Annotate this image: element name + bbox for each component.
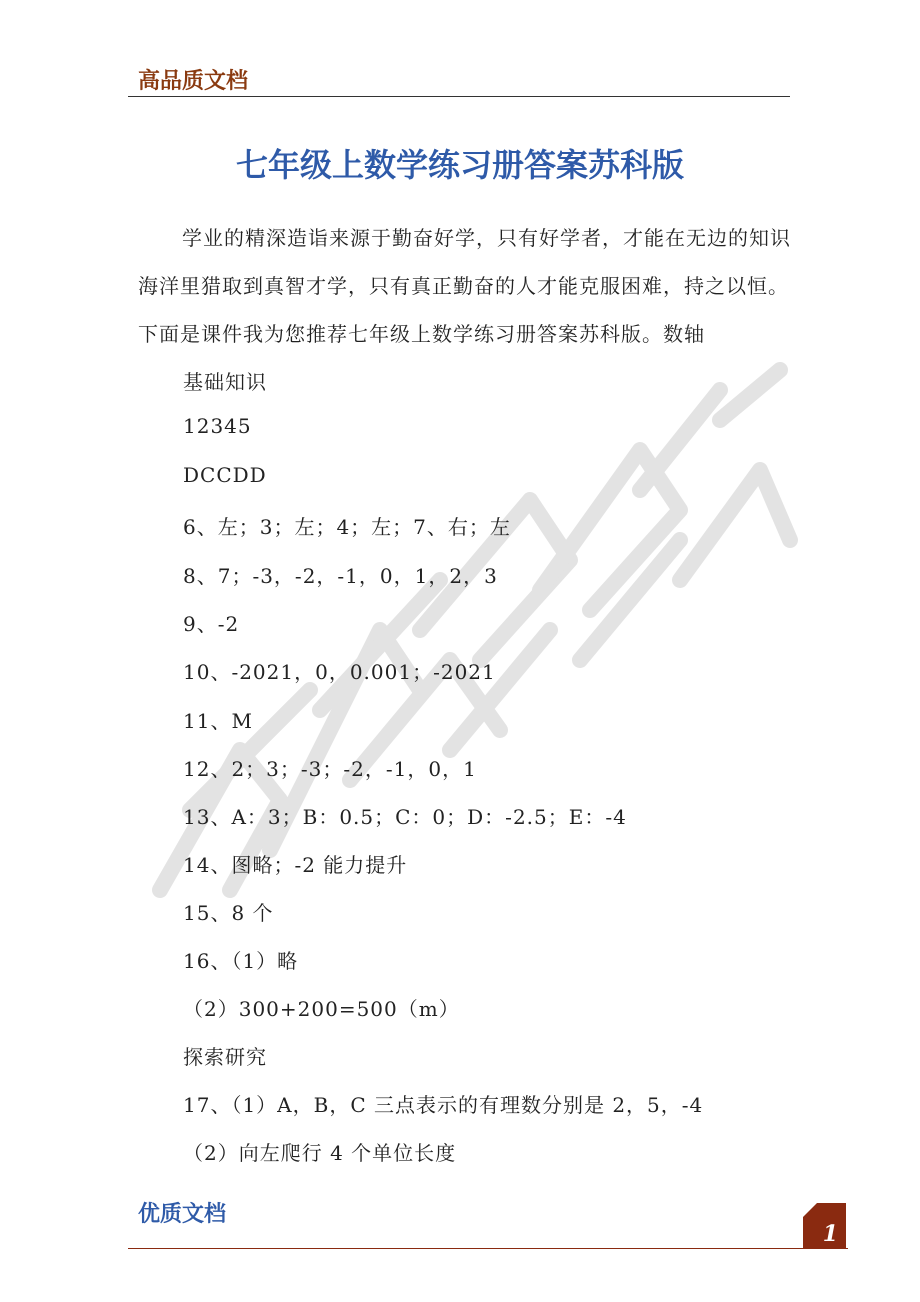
footer-label: 优质文档 [138,1202,227,1227]
document-title: 七年级上数学练习册答案苏科版 [235,146,684,184]
text-line: 12345 [183,414,252,438]
text-line: （2）向左爬行 4 个单位长度 [183,1141,457,1165]
page-badge-corner [803,1203,817,1217]
page-number-badge [803,1203,846,1249]
text-line: 16、（1）略 [183,949,299,973]
text-line: DCCDD [183,463,267,487]
text-line: 11、M [183,709,253,733]
intro-paragraph: 学业的精深造诣来源于勤奋好学，只有好学者，才能在无边的知识海洋里猎取到真智才学，只有真正勤奋的人才能克服困难，持之以恒。下面是课件我为您推荐七年级上数学练习册答案苏科版。数轴 [138,226,791,346]
text-line: 9、-2 [183,612,240,636]
text-line: 12、2；3；-3；-2，-1，0，1 [183,757,477,781]
text-line: 10、-2021，0，0.001；-2021 [183,660,496,684]
text-line: 8、7；-3，-2，-1，0，1，2，3 [183,564,498,588]
text-line: （2）300+200=500（m） [183,997,460,1021]
header-label: 高品质文档 [138,69,249,94]
text-line: 基础知识 [183,370,267,394]
text-line: 17、（1）A，B，C 三点表示的有理数分别是 2，5，-4 [183,1093,704,1117]
page-number: 1 [822,1221,838,1247]
text-line: 14、图略；-2 能力提升 [183,853,408,877]
footer-rule [128,1248,848,1249]
text-line: 6、左；3；左；4；左；7、右；左 [183,515,511,539]
text-line: 15、8 个 [183,901,274,925]
header-rule [128,96,790,97]
text-line: 13、A：3；B：0.5；C：0；D：-2.5；E：-4 [183,805,627,829]
text-line: 探索研究 [183,1045,267,1069]
